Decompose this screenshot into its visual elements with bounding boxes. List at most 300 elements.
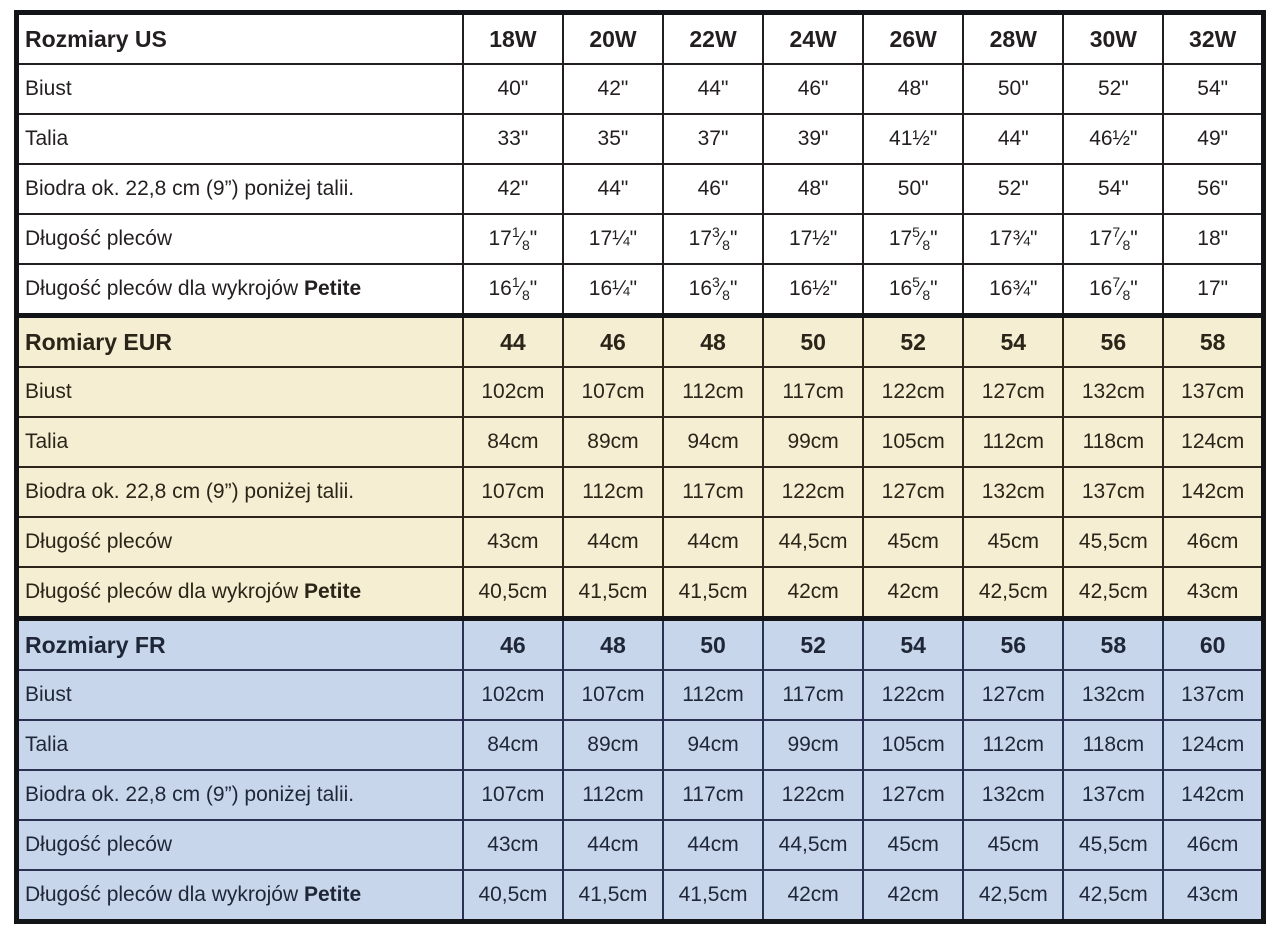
row-label: Talia xyxy=(25,733,69,756)
measurement-value-cell xyxy=(963,367,1063,417)
measurement-value-cell xyxy=(1063,264,1163,316)
measurement-value: 43cm xyxy=(1187,580,1239,603)
measurement-value: 122cm xyxy=(881,380,945,403)
section-title-cell xyxy=(17,13,463,65)
fraction-denominator: 8 xyxy=(1122,237,1131,253)
measurement-value: 37" xyxy=(697,127,729,150)
section-header-row-fr xyxy=(17,619,1264,671)
measurement-value-cell xyxy=(1063,367,1163,417)
measurement-value: 16¼" xyxy=(588,277,638,300)
measurement-value-cell xyxy=(963,670,1063,720)
size-header-value: 60 xyxy=(1199,631,1226,658)
row-label: Biodra ok. 22,8 cm (9”) poniżej talii. xyxy=(25,480,355,503)
size-header-value: 56 xyxy=(1100,328,1127,355)
size-chart-table xyxy=(14,10,1266,924)
measurement-value: $17^5⁄_8$" xyxy=(888,224,938,253)
measurement-value-cell xyxy=(1163,417,1263,467)
section-us xyxy=(17,13,1264,316)
size-header-cell xyxy=(1063,13,1163,65)
size-header-value: 22W xyxy=(689,25,737,52)
measurement-value-cell xyxy=(463,720,563,770)
row-label: Długość pleców xyxy=(25,530,173,553)
measurement-value-cell xyxy=(863,770,963,820)
measurement-value: 43cm xyxy=(1187,883,1239,906)
measurement-value: 42,5cm xyxy=(978,580,1048,603)
measurement-value: 107cm xyxy=(481,480,545,503)
size-header-cell xyxy=(1063,316,1163,368)
fraction-numerator: 1 xyxy=(511,274,520,290)
measurement-value-cell xyxy=(963,417,1063,467)
fraction-numerator: 7 xyxy=(1112,274,1121,290)
measurement-value: 41½" xyxy=(889,127,938,150)
measurement-value-cell xyxy=(1063,517,1163,567)
row-label: Długość pleców xyxy=(25,227,173,250)
measurement-value-cell xyxy=(1163,820,1263,870)
section-header-row-eur xyxy=(17,316,1264,368)
measurement-value-cell xyxy=(1063,567,1163,619)
measurement-value: 44cm xyxy=(587,833,639,856)
measurement-value-cell xyxy=(663,567,763,619)
size-header-cell xyxy=(1163,316,1263,368)
measurement-value-cell xyxy=(463,214,563,264)
measurement-value-cell xyxy=(1063,64,1163,114)
measurement-value-cell xyxy=(963,164,1063,214)
measurement-value: $16^3⁄_8$" xyxy=(688,274,738,303)
row-label: Długość pleców xyxy=(25,833,173,856)
measurement-value-cell xyxy=(563,770,663,820)
measurement-value: 122cm xyxy=(781,783,845,806)
measurement-value-cell xyxy=(1163,264,1263,316)
measurement-value: 46cm xyxy=(1187,530,1239,553)
measurement-value: 54" xyxy=(1197,77,1229,100)
measurement-value-cell xyxy=(763,870,863,922)
measurement-value: 84cm xyxy=(487,733,539,756)
measurement-value: 18" xyxy=(1197,227,1229,250)
measurement-value: 112cm xyxy=(582,783,644,806)
size-header-value: 46 xyxy=(500,631,526,658)
measurement-value-cell xyxy=(763,720,863,770)
fraction-denominator: 8 xyxy=(922,237,931,253)
size-header-value: 48 xyxy=(600,631,626,658)
measurement-value-cell xyxy=(563,670,663,720)
measurement-value-cell xyxy=(1163,214,1263,264)
measurement-value: 127cm xyxy=(981,683,1045,706)
measurement-value: 44,5cm xyxy=(778,833,848,856)
measurement-row xyxy=(17,870,1264,922)
measurement-value-cell xyxy=(663,367,763,417)
measurement-value: 102cm xyxy=(481,683,545,706)
size-header-cell xyxy=(963,316,1063,368)
measurement-value: 132cm xyxy=(1081,683,1145,706)
measurement-value: $16^5⁄_8$" xyxy=(888,274,938,303)
fraction-slash: ⁄ xyxy=(519,228,522,250)
measurement-value: 41,5cm xyxy=(678,883,748,906)
fraction-numerator: 3 xyxy=(712,224,720,240)
measurement-value: 45cm xyxy=(887,530,939,553)
measurement-value: 49" xyxy=(1197,127,1229,150)
measurement-value-cell xyxy=(963,264,1063,316)
measurement-value: 107cm xyxy=(581,380,645,403)
measurement-value-cell xyxy=(863,517,963,567)
size-header-value: 52 xyxy=(900,328,926,355)
measurement-value-cell xyxy=(1063,214,1163,264)
row-label-cell xyxy=(17,417,463,467)
measurement-value-cell xyxy=(563,467,663,517)
measurement-value: 112cm xyxy=(682,380,744,403)
measurement-value-cell xyxy=(1063,164,1163,214)
measurement-value: 40,5cm xyxy=(478,580,548,603)
measurement-value: 142cm xyxy=(1181,783,1245,806)
measurement-value: 45cm xyxy=(887,833,939,856)
measurement-value: 89cm xyxy=(587,430,639,453)
row-label-cell xyxy=(17,820,463,870)
measurement-value: 127cm xyxy=(881,480,945,503)
measurement-value: 50" xyxy=(897,177,929,200)
size-header-value: 50 xyxy=(800,328,826,355)
measurement-value: 132cm xyxy=(1081,380,1145,403)
row-label-cell xyxy=(17,367,463,417)
measurement-value: 45cm xyxy=(987,833,1039,856)
measurement-value-cell xyxy=(763,417,863,467)
size-header-cell xyxy=(1163,13,1263,65)
row-label-cell xyxy=(17,467,463,517)
measurement-value-cell xyxy=(863,114,963,164)
measurement-value: 46" xyxy=(797,77,829,100)
measurement-value-cell xyxy=(563,367,663,417)
row-label: Biust xyxy=(25,683,72,706)
size-header-cell xyxy=(863,13,963,65)
row-label: Długość pleców dla wykrojów xyxy=(25,580,304,603)
row-label: Biust xyxy=(25,77,72,100)
measurement-value: 137cm xyxy=(1181,683,1245,706)
measurement-value-cell xyxy=(663,417,763,467)
measurement-value-cell xyxy=(1163,567,1263,619)
measurement-value-cell xyxy=(563,417,663,467)
measurement-value: 17¾" xyxy=(989,227,1038,250)
measurement-value-cell xyxy=(563,820,663,870)
row-label-cell xyxy=(17,517,463,567)
measurement-value-cell xyxy=(1163,770,1263,820)
measurement-value: 117cm xyxy=(782,380,844,403)
measurement-value-cell xyxy=(663,467,763,517)
measurement-value-cell xyxy=(1063,770,1163,820)
fraction-numerator: 1 xyxy=(511,224,520,240)
measurement-value-cell xyxy=(463,517,563,567)
measurement-value-cell xyxy=(663,670,763,720)
measurement-value-cell xyxy=(663,517,763,567)
measurement-value: 40,5cm xyxy=(478,883,548,906)
row-label-cell xyxy=(17,670,463,720)
measurement-value: 41,5cm xyxy=(578,580,648,603)
measurement-value: 48" xyxy=(897,77,929,100)
size-header-cell xyxy=(663,619,763,671)
measurement-value-cell xyxy=(863,367,963,417)
measurement-value-cell xyxy=(463,820,563,870)
size-header-value: 50 xyxy=(700,631,726,658)
measurement-value: 44,5cm xyxy=(778,530,848,553)
measurement-value-cell xyxy=(463,870,563,922)
measurement-value: 124cm xyxy=(1181,733,1245,756)
row-label-emphasis: Petite xyxy=(303,277,362,300)
size-header-value: 54 xyxy=(1000,328,1027,355)
measurement-value-cell xyxy=(663,820,763,870)
measurement-value-cell xyxy=(763,467,863,517)
measurement-value-cell xyxy=(463,164,563,214)
measurement-value-cell xyxy=(563,214,663,264)
measurement-value: 107cm xyxy=(481,783,545,806)
measurement-value: 42,5cm xyxy=(1078,580,1148,603)
fraction-numerator: 3 xyxy=(712,274,720,290)
measurement-value-cell xyxy=(1063,870,1163,922)
fraction-slash: ⁄ xyxy=(1120,278,1123,300)
size-header-value: 26W xyxy=(889,25,937,52)
measurement-value: 142cm xyxy=(1181,480,1245,503)
measurement-value: 43cm xyxy=(487,833,539,856)
row-label: Długość pleców dla wykrojów xyxy=(25,277,304,300)
measurement-value: 124cm xyxy=(1181,430,1245,453)
measurement-value: 46cm xyxy=(1187,833,1239,856)
measurement-value: 56" xyxy=(1197,177,1229,200)
size-header-cell xyxy=(663,13,763,65)
fraction-denominator: 8 xyxy=(522,237,530,253)
measurement-value: 43cm xyxy=(487,530,539,553)
measurement-value-cell xyxy=(763,820,863,870)
measurement-value-cell xyxy=(1163,64,1263,114)
size-header-cell xyxy=(963,13,1063,65)
measurement-value-cell xyxy=(763,567,863,619)
measurement-value-cell xyxy=(663,64,763,114)
measurement-value-cell xyxy=(463,367,563,417)
measurement-value: 112cm xyxy=(982,430,1045,453)
measurement-value: 17" xyxy=(1197,277,1229,300)
measurement-value-cell xyxy=(863,164,963,214)
measurement-value-cell xyxy=(1063,417,1163,467)
measurement-value-cell xyxy=(663,264,763,316)
measurement-value: 17¼" xyxy=(588,227,638,250)
measurement-value: 105cm xyxy=(881,430,945,453)
measurement-value-cell xyxy=(763,264,863,316)
size-header-cell xyxy=(763,13,863,65)
measurement-value-cell xyxy=(1163,517,1263,567)
measurement-value: 45cm xyxy=(987,530,1039,553)
measurement-value: 17½" xyxy=(788,227,838,250)
fraction-numerator: 7 xyxy=(1112,224,1121,240)
measurement-value-cell xyxy=(663,720,763,770)
measurement-value: 127cm xyxy=(881,783,945,806)
measurement-value: $17^3⁄_8$" xyxy=(688,224,738,253)
measurement-value-cell xyxy=(863,567,963,619)
measurement-row xyxy=(17,417,1264,467)
measurement-value-cell xyxy=(1063,670,1163,720)
measurement-value: 41,5cm xyxy=(578,883,648,906)
measurement-value: 107cm xyxy=(581,683,645,706)
measurement-value: 132cm xyxy=(981,480,1045,503)
measurement-value-cell xyxy=(963,214,1063,264)
measurement-value: 44" xyxy=(597,177,629,200)
measurement-value-cell xyxy=(863,264,963,316)
fraction-slash: ⁄ xyxy=(719,278,723,300)
fraction-slash: ⁄ xyxy=(919,278,923,300)
section-fr xyxy=(17,619,1264,922)
measurement-value: 102cm xyxy=(481,380,545,403)
measurement-value-cell xyxy=(763,770,863,820)
size-header-cell xyxy=(463,619,563,671)
measurement-value: 54" xyxy=(1097,177,1129,200)
size-header-value: 58 xyxy=(1100,631,1127,658)
row-label-cell xyxy=(17,567,463,619)
size-header-cell xyxy=(663,316,763,368)
measurement-value-cell xyxy=(863,720,963,770)
measurement-value: 137cm xyxy=(1081,783,1145,806)
measurement-value-cell xyxy=(1163,164,1263,214)
measurement-value: 137cm xyxy=(1081,480,1145,503)
measurement-value: 42cm xyxy=(887,883,939,906)
measurement-value: $16^7⁄_8$" xyxy=(1088,274,1138,303)
row-label-cell xyxy=(17,870,463,922)
row-label: Długość pleców dla wykrojów xyxy=(25,883,304,906)
measurement-value: 94cm xyxy=(687,430,739,453)
section-title: Rozmiary US xyxy=(25,25,167,52)
size-header-cell xyxy=(1063,619,1163,671)
measurement-row xyxy=(17,770,1264,820)
measurement-value: 105cm xyxy=(881,733,945,756)
measurement-value: 42cm xyxy=(787,580,839,603)
measurement-value-cell xyxy=(463,417,563,467)
size-header-value: 46 xyxy=(600,328,626,355)
measurement-value-cell xyxy=(963,114,1063,164)
measurement-value: 40" xyxy=(497,77,529,100)
size-header-value: 54 xyxy=(900,631,926,658)
fraction-slash: ⁄ xyxy=(519,278,522,300)
measurement-value-cell xyxy=(563,567,663,619)
row-label-cell xyxy=(17,770,463,820)
measurement-value-cell xyxy=(563,870,663,922)
fraction-slash: ⁄ xyxy=(1120,228,1123,250)
measurement-row xyxy=(17,467,1264,517)
measurement-value-cell xyxy=(1063,720,1163,770)
measurement-value-cell xyxy=(1063,820,1163,870)
measurement-value: 99cm xyxy=(787,430,839,453)
measurement-value: 118cm xyxy=(1082,430,1145,453)
measurement-value: 16½" xyxy=(788,277,838,300)
measurement-value-cell xyxy=(563,517,663,567)
fraction-numerator: 5 xyxy=(912,224,920,240)
measurement-value: 42cm xyxy=(787,883,839,906)
measurement-value-cell xyxy=(563,164,663,214)
measurement-value-cell xyxy=(663,770,763,820)
measurement-value: 41,5cm xyxy=(678,580,748,603)
measurement-value: $16^1⁄_8$" xyxy=(488,274,538,303)
measurement-value: 45,5cm xyxy=(1078,833,1148,856)
measurement-value-cell xyxy=(1163,367,1263,417)
measurement-value-cell xyxy=(763,367,863,417)
measurement-row xyxy=(17,214,1264,264)
fraction-slash: ⁄ xyxy=(719,228,723,250)
measurement-row xyxy=(17,367,1264,417)
measurement-value-cell xyxy=(963,567,1063,619)
measurement-row xyxy=(17,517,1264,567)
row-label: Talia xyxy=(25,127,69,150)
measurement-value: 42,5cm xyxy=(1078,883,1148,906)
measurement-value-cell xyxy=(563,64,663,114)
measurement-value-cell xyxy=(863,417,963,467)
size-header-cell xyxy=(563,619,663,671)
measurement-value-cell xyxy=(463,670,563,720)
measurement-value-cell xyxy=(563,720,663,770)
measurement-value: 137cm xyxy=(1181,380,1245,403)
size-header-cell xyxy=(563,316,663,368)
measurement-value-cell xyxy=(963,517,1063,567)
measurement-value: 45,5cm xyxy=(1078,530,1148,553)
measurement-value-cell xyxy=(463,264,563,316)
measurement-value-cell xyxy=(763,114,863,164)
measurement-value-cell xyxy=(763,517,863,567)
section-title-cell xyxy=(17,316,463,368)
measurement-value: 117cm xyxy=(682,480,744,503)
measurement-value-cell xyxy=(863,870,963,922)
section-eur xyxy=(17,316,1264,619)
section-header-row-us xyxy=(17,13,1264,65)
measurement-value: 39" xyxy=(797,127,829,150)
row-label: Biodra ok. 22,8 cm (9”) poniżej talii. xyxy=(25,783,355,806)
fraction-denominator: 8 xyxy=(922,287,931,303)
measurement-value: 44cm xyxy=(687,530,739,553)
measurement-value: 84cm xyxy=(487,430,539,453)
measurement-value: 44cm xyxy=(587,530,639,553)
measurement-value: 46" xyxy=(697,177,729,200)
fraction-denominator: 8 xyxy=(1122,287,1131,303)
size-header-value: 24W xyxy=(789,25,837,52)
measurement-value-cell xyxy=(1163,467,1263,517)
measurement-value: 42cm xyxy=(887,580,939,603)
size-header-cell xyxy=(463,13,563,65)
section-title-cell xyxy=(17,619,463,671)
size-header-cell xyxy=(963,619,1063,671)
measurement-value-cell xyxy=(863,670,963,720)
measurement-value: 42" xyxy=(497,177,529,200)
fraction-denominator: 8 xyxy=(522,287,530,303)
measurement-value-cell xyxy=(763,164,863,214)
measurement-value: 112cm xyxy=(982,733,1045,756)
measurement-value-cell xyxy=(663,114,763,164)
row-label: Biodra ok. 22,8 cm (9”) poniżej talii. xyxy=(25,177,355,200)
measurement-value: 16¾" xyxy=(989,277,1038,300)
measurement-row xyxy=(17,720,1264,770)
measurement-value: 42,5cm xyxy=(978,883,1048,906)
measurement-value-cell xyxy=(663,214,763,264)
measurement-value: 99cm xyxy=(787,733,839,756)
size-header-cell xyxy=(463,316,563,368)
measurement-value: $17^1⁄_8$" xyxy=(488,224,538,253)
measurement-value-cell xyxy=(1163,870,1263,922)
measurement-value: 94cm xyxy=(687,733,739,756)
measurement-value-cell xyxy=(463,567,563,619)
measurement-row xyxy=(17,114,1264,164)
measurement-value-cell xyxy=(1163,114,1263,164)
row-label-cell xyxy=(17,64,463,114)
size-header-cell xyxy=(563,13,663,65)
row-label: Biust xyxy=(25,380,72,403)
measurement-value-cell xyxy=(563,264,663,316)
measurement-value-cell xyxy=(1063,114,1163,164)
size-header-value: 58 xyxy=(1199,328,1226,355)
size-header-value: 30W xyxy=(1089,25,1137,52)
row-label-emphasis: Petite xyxy=(303,883,362,906)
measurement-value-cell xyxy=(963,64,1063,114)
size-header-cell xyxy=(863,619,963,671)
measurement-value-cell xyxy=(963,770,1063,820)
measurement-value: 52" xyxy=(1097,77,1129,100)
